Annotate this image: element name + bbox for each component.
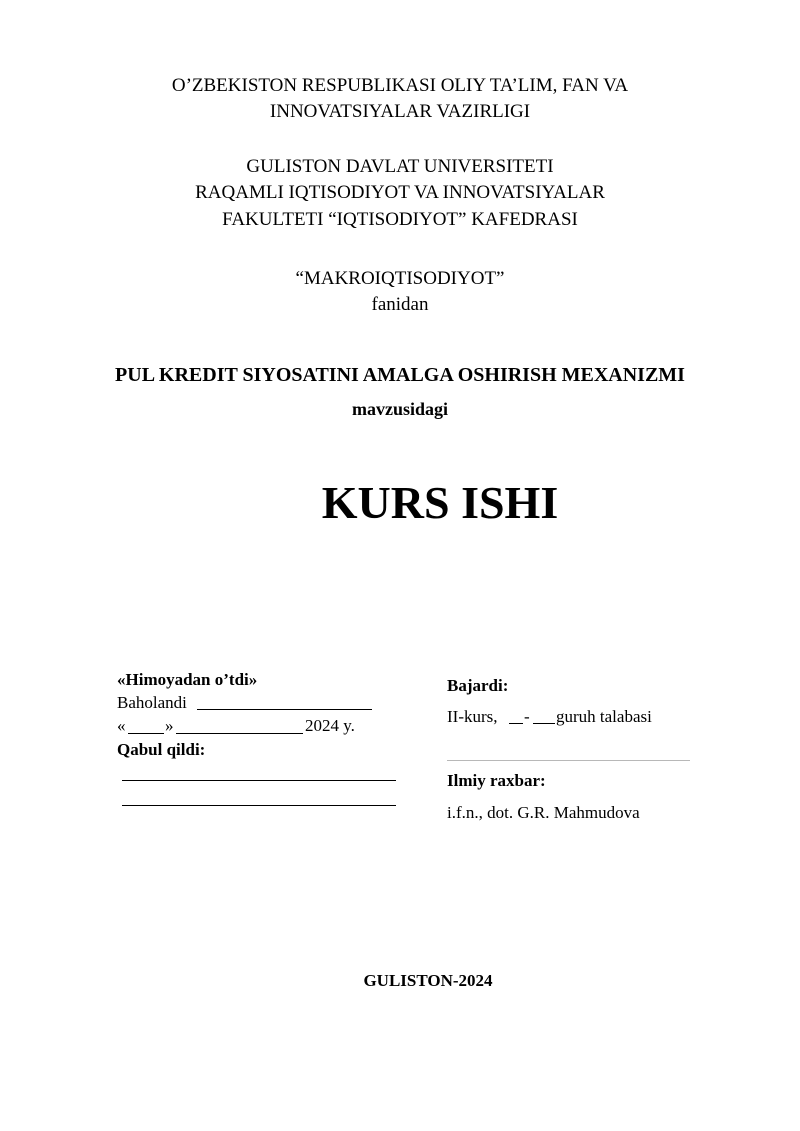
- advisor-label: Ilmiy raxbar:: [447, 771, 546, 790]
- defense-label: «Himoyadan o’tdi»: [117, 670, 258, 689]
- date-middle: »: [165, 716, 174, 735]
- group-blank-line: [533, 723, 555, 724]
- work-type-title: KURS ISHI: [321, 477, 559, 528]
- accepted-label: Qabul qildi:: [117, 740, 206, 759]
- graded-label: Baholandi: [117, 693, 187, 712]
- topic-suffix: mavzusidagi: [351, 399, 448, 419]
- month-blank-line: [176, 733, 303, 734]
- advisor-name: i.f.n., dot. G.R. Mahmudova: [447, 803, 640, 822]
- ministry-line-2: INNOVATSIYALAR VAZIRLIGI: [269, 101, 531, 122]
- footer-city-year: GULISTON-2024: [363, 971, 493, 990]
- university-line-2: RAQAMLI IQTISODIYOT VA INNOVATSIYALAR: [195, 182, 605, 203]
- subject-suffix: fanidan: [371, 294, 429, 315]
- group-suffix: guruh talabasi: [556, 707, 652, 726]
- group-dash: -: [524, 707, 530, 726]
- signature-line-1: [122, 780, 396, 781]
- course-prefix: II-kurs,: [447, 707, 498, 726]
- signature-line-2: [122, 805, 396, 806]
- ministry-line-1: O’ZBEKISTON RESPUBLIKASI OLIY TA’LIM, FAN VA: [171, 75, 629, 96]
- day-blank-line: [128, 733, 164, 734]
- course-blank-line: [509, 723, 523, 724]
- date-prefix: «: [117, 716, 126, 735]
- university-line-3: FAKULTETI “IQTISODIYOT” KAFEDRASI: [222, 209, 578, 230]
- done-label: Bajardi:: [447, 676, 509, 695]
- grade-blank-line: [197, 709, 372, 710]
- student-name-line: [447, 760, 690, 761]
- year-label: 2024 y.: [305, 716, 355, 735]
- subject-name: “MAKROIQTISODIYOT”: [295, 268, 505, 289]
- topic-title: PUL KREDIT SIYOSATINI AMALGA OSHIRISH MEXANIZMI: [115, 364, 685, 386]
- university-line-1: GULISTON DAVLAT UNIVERSITETI: [246, 156, 554, 177]
